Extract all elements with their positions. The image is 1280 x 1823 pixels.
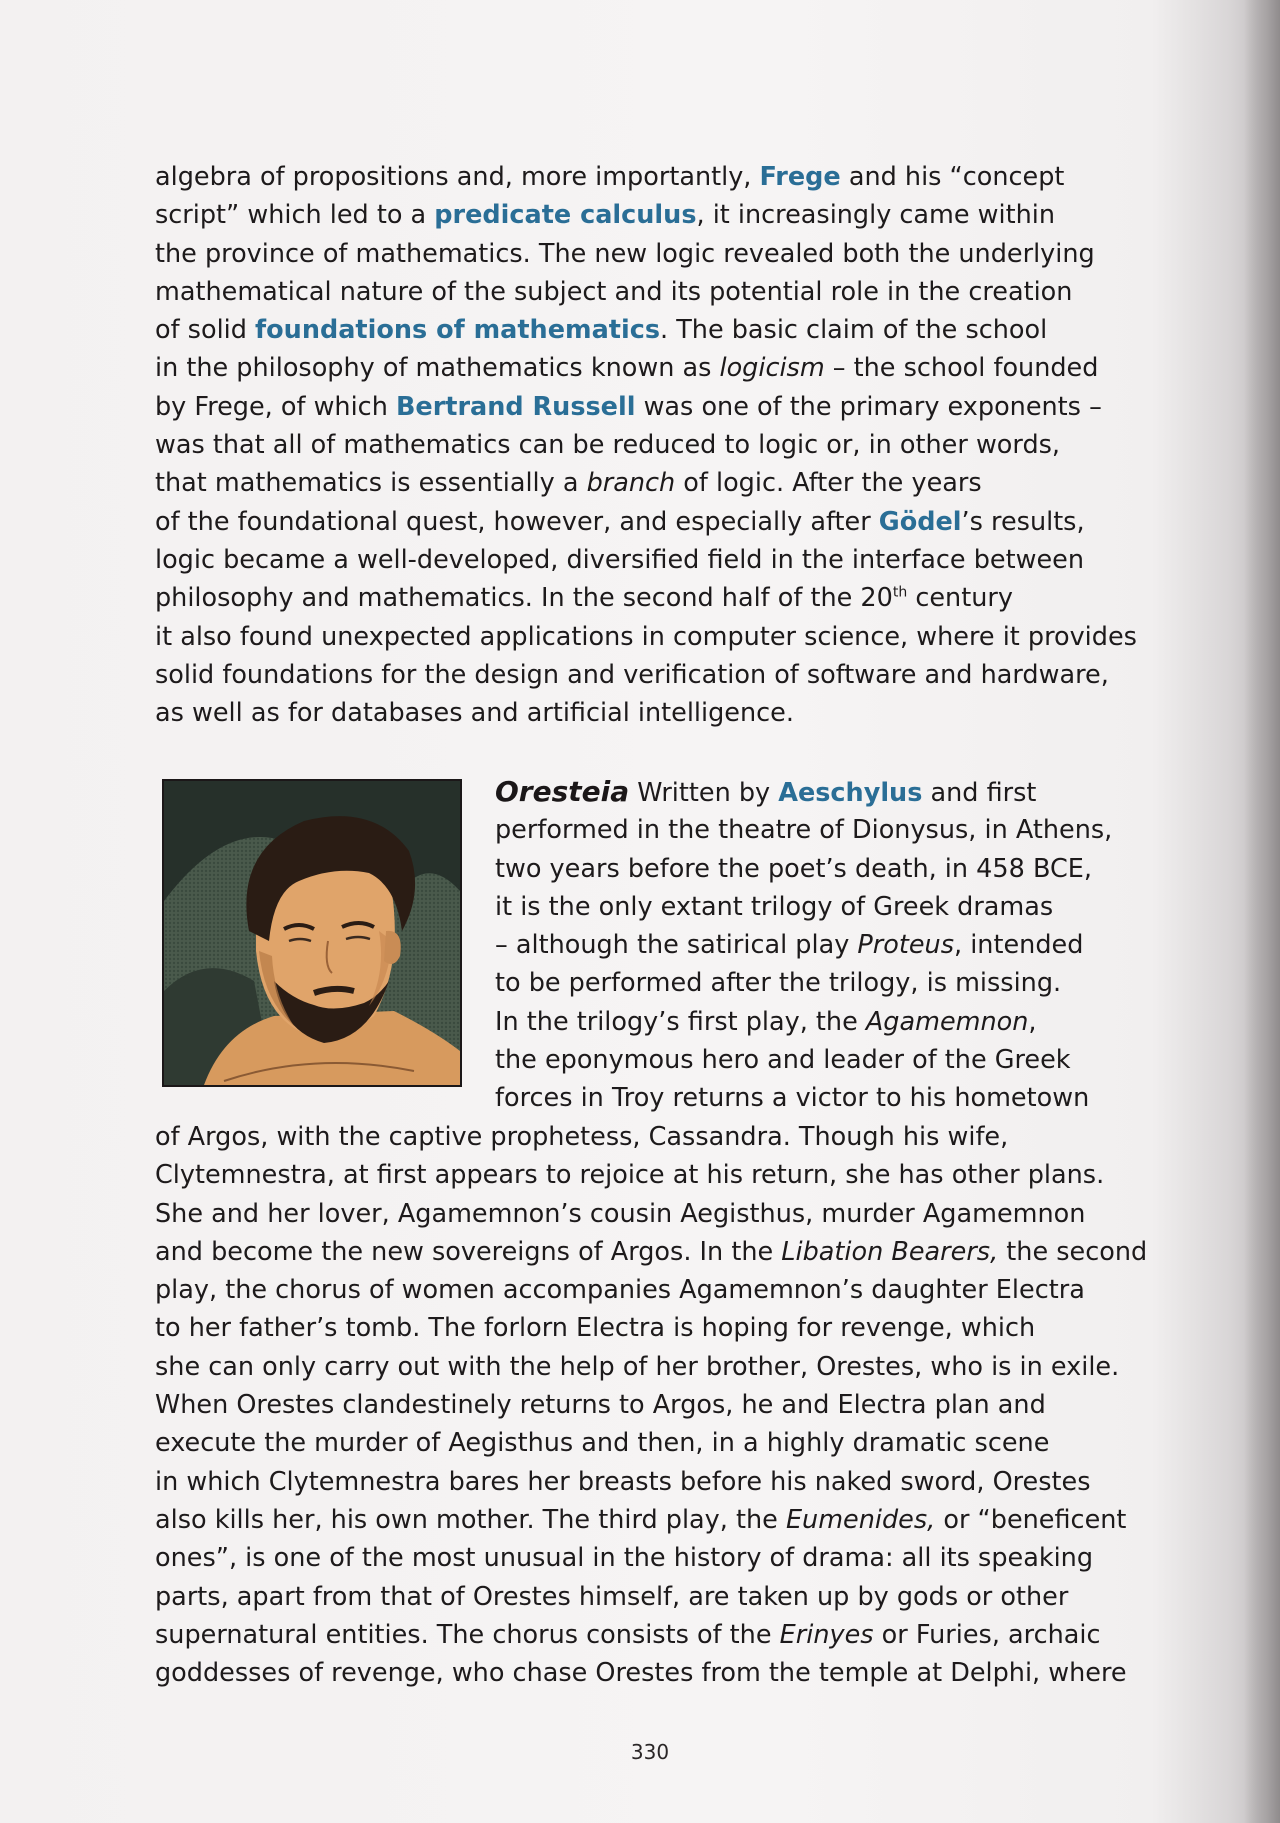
text-segment: the second <box>998 1236 1148 1267</box>
text-segment: forces in Troy returns a victor to his hometown <box>495 1083 1090 1114</box>
text-line <box>155 388 1155 426</box>
text-segment: and his “concept <box>840 162 1065 192</box>
text-line <box>155 1616 1155 1654</box>
text-line <box>495 926 1155 964</box>
text-segment: supernatural entities. The chorus consists of the <box>155 1619 780 1650</box>
italic-title: Eumenides, <box>785 1504 936 1535</box>
text-segment: of solid <box>155 315 256 346</box>
text-segment: the eponymous hero and leader of the Greek <box>495 1045 1071 1076</box>
text-segment: that mathematics is essentially a <box>155 468 587 499</box>
text-segment: – the school founded <box>824 353 1099 384</box>
text-segment: to be performed after the trilogy, is missing. <box>495 968 1062 999</box>
text-line <box>155 1539 1155 1577</box>
text-segment: In the trilogy’s first play, the <box>495 1006 866 1037</box>
text-segment: she can only carry out with the help of her brother, Orestes, who is in exile. <box>155 1351 1120 1382</box>
text-line <box>155 1195 1155 1233</box>
text-line <box>155 1386 1155 1424</box>
text-line <box>155 1156 1155 1194</box>
text-segment: parts, apart from that of Orestes himself, are taken up by gods or other <box>155 1581 1069 1612</box>
text-line <box>495 1003 1155 1041</box>
text-line <box>155 273 1155 311</box>
text-segment: two years before the poet’s death, in 458 BCE, <box>495 853 1093 884</box>
text-segment: of the foundational quest, however, and especially after <box>155 506 879 537</box>
text-line <box>155 1348 1155 1386</box>
text-segment: of logic. After the years <box>675 468 982 499</box>
text-line <box>155 1309 1155 1347</box>
text-line <box>155 1424 1155 1462</box>
bearded-man-icon <box>164 781 460 1085</box>
text-line <box>495 964 1155 1002</box>
text-segment: also kills her, his own mother. The third play, the <box>155 1504 786 1535</box>
text-segment: as well as for databases and artificial intelligence. <box>155 698 794 729</box>
text-segment: to her father’s tomb. The forlorn Electra is hoping for revenge, which <box>155 1313 1036 1344</box>
text-segment: Written by <box>629 778 779 808</box>
text-line <box>495 888 1155 926</box>
text-line <box>155 579 1155 617</box>
italic-title: logicism <box>719 353 825 384</box>
text-segment: the province of mathematics. The new logic revealed both the underlying <box>155 238 1095 269</box>
aeschylus-portrait-illustration <box>162 779 462 1087</box>
text-segment: Clytemnestra, at first appears to rejoice at his return, she has other plans. <box>155 1160 1105 1191</box>
italic-title: Erinyes <box>779 1619 874 1650</box>
text-segment: and first <box>922 778 1037 808</box>
paragraph-oresteia-side <box>495 773 1155 1118</box>
text-segment: , it increasingly came within <box>696 200 1056 231</box>
text-line <box>155 656 1155 694</box>
page-number: 330 <box>630 1740 670 1764</box>
text-segment: in which Clytemnestra bares her breasts before his naked sword, Orestes <box>155 1466 1091 1497</box>
text-segment: She and her lover, Agamemnon’s cousin Aegisthus, murder Agamemnon <box>155 1198 1086 1229</box>
italic-title: Proteus <box>857 930 955 961</box>
superscript: th <box>892 584 908 601</box>
text-line <box>155 1118 1155 1156</box>
text-segment: of Argos, with the captive prophetess, Cassandra. Though his wife, <box>155 1122 1009 1152</box>
text-segment: philosophy and mathematics. In the second half of the 20 <box>155 583 893 614</box>
text-segment: it is the only extant trilogy of Greek dramas <box>495 891 1054 922</box>
text-segment: or Furies, archaic <box>873 1619 1101 1650</box>
text-segment: play, the chorus of women accompanies Agamemnon’s daughter Electra <box>155 1275 1085 1306</box>
text-segment: performed in the theatre of Dionysus, in Athens, <box>495 815 1113 846</box>
text-segment: century <box>907 583 1013 614</box>
cross-reference-term: predicate calculus <box>434 200 697 231</box>
text-line <box>155 1233 1155 1271</box>
text-segment: algebra of propositions and, more importantly, <box>155 162 760 192</box>
text-segment: . The basic claim of the school <box>660 315 1048 346</box>
text-line <box>155 541 1155 579</box>
text-line <box>495 773 1155 811</box>
cross-reference-term: Aeschylus <box>778 778 923 808</box>
text-segment: ’s results, <box>961 506 1085 537</box>
text-segment: in the philosophy of mathematics known as <box>155 353 720 384</box>
italic-title: Libation Bearers, <box>781 1236 999 1267</box>
text-segment: execute the murder of Aegisthus and then, in a highly dramatic scene <box>155 1428 1050 1459</box>
text-line <box>495 811 1155 849</box>
cross-reference-term: Bertrand Russell <box>395 391 636 422</box>
text-line <box>495 850 1155 888</box>
text-segment: or “beneficent <box>935 1504 1127 1535</box>
text-segment: mathematical nature of the subject and its potential role in the creation <box>155 276 1073 307</box>
text-segment: , intended <box>954 930 1084 961</box>
text-line <box>155 464 1155 502</box>
italic-title: Agamemnon <box>865 1006 1029 1037</box>
entry-heading: Oresteia <box>495 775 630 808</box>
cross-reference-term: foundations of mathematics <box>255 315 660 346</box>
text-segment: was that all of mathematics can be reduced to logic or, in other words, <box>155 430 1061 461</box>
text-line <box>155 618 1155 656</box>
text-segment: ones”, is one of the most unusual in the history of drama: all its speaking <box>155 1543 1094 1574</box>
text-line <box>495 1041 1155 1079</box>
text-segment: – although the satirical play <box>495 930 858 961</box>
text-segment: was one of the primary exponents – <box>635 391 1102 422</box>
text-line <box>155 1501 1155 1539</box>
text-segment: solid foundations for the design and verification of software and hardware, <box>155 659 1109 690</box>
paragraph-oresteia <box>155 1118 1155 1692</box>
text-line <box>155 1578 1155 1616</box>
text-line <box>495 1079 1155 1117</box>
text-line <box>155 196 1155 234</box>
text-line <box>155 1654 1155 1692</box>
text-line <box>155 158 1155 196</box>
text-segment: logic became a well-developed, diversified field in the interface between <box>155 544 1084 575</box>
cross-reference-term: Gödel <box>878 506 962 537</box>
text-segment: , <box>1028 1006 1037 1037</box>
text-line <box>155 349 1155 387</box>
text-line <box>155 694 1155 732</box>
text-line <box>155 311 1155 349</box>
text-line <box>155 426 1155 464</box>
cross-reference-term: Frege <box>759 162 841 192</box>
text-line <box>155 503 1155 541</box>
page-gutter-shadow <box>1244 0 1280 1823</box>
paragraph-logic <box>155 158 1155 732</box>
text-segment: When Orestes clandestinely returns to Argos, he and Electra plan and <box>155 1390 1046 1421</box>
text-line <box>155 1271 1155 1309</box>
text-segment: by Frege, of which <box>155 391 396 422</box>
text-line <box>155 1463 1155 1501</box>
text-segment: and become the new sovereigns of Argos. In the <box>155 1236 782 1267</box>
text-segment: it also found unexpected applications in computer science, where it provides <box>155 621 1137 652</box>
italic-title: branch <box>586 468 676 499</box>
text-line <box>155 235 1155 273</box>
text-segment: goddesses of revenge, who chase Orestes from the temple at Delphi, where <box>155 1658 1127 1689</box>
text-segment: script” which led to a <box>155 200 435 231</box>
